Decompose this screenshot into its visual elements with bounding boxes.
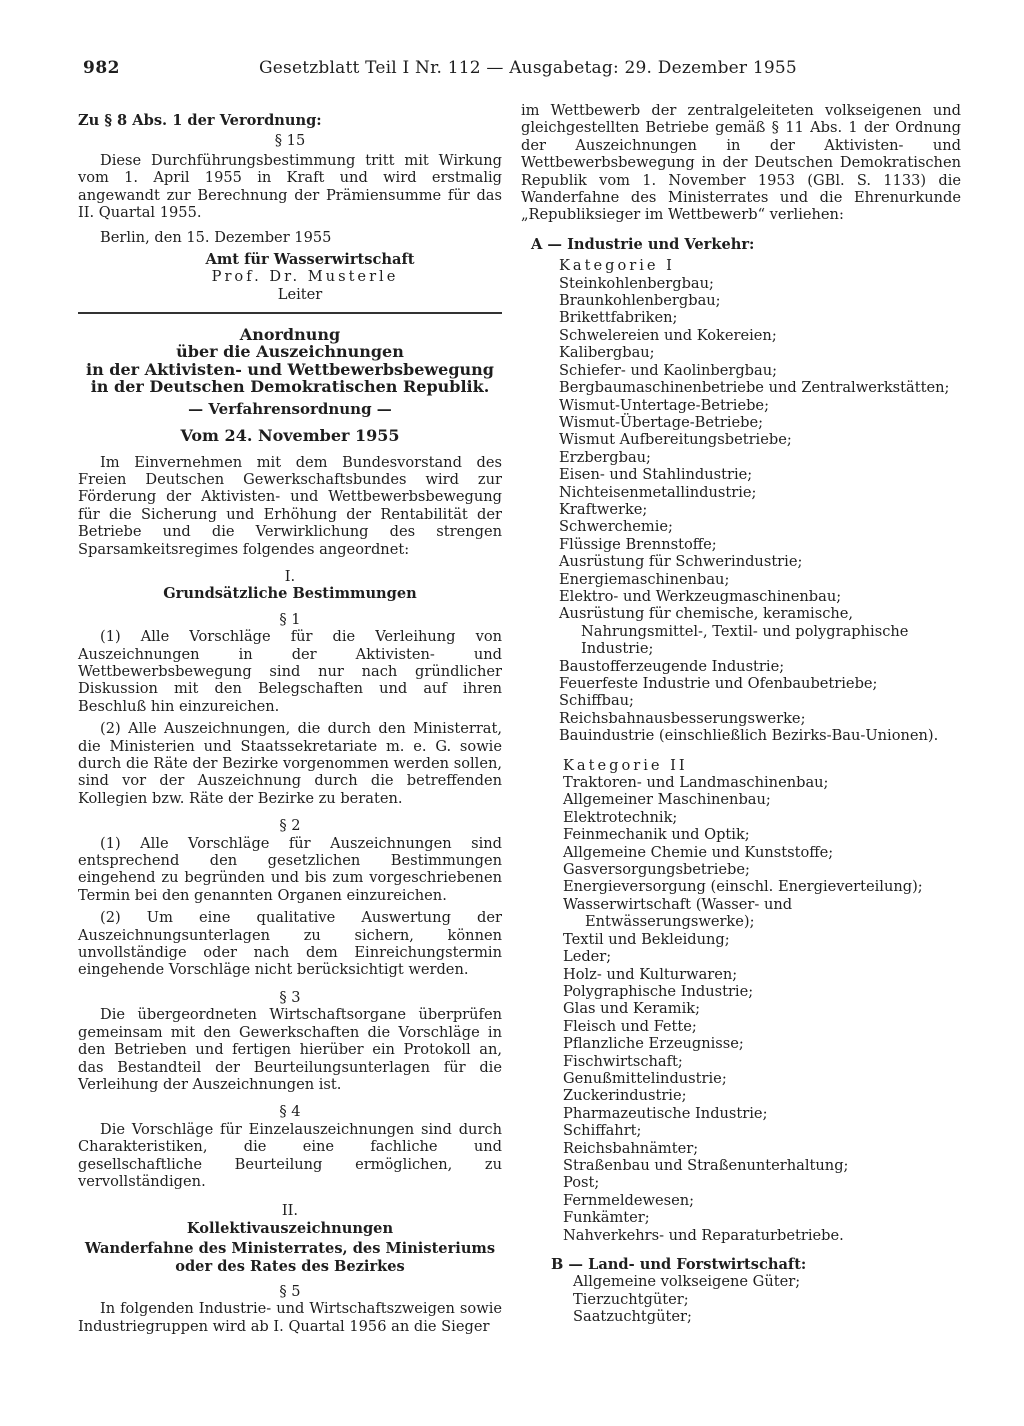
- category-2-item: Glas und Keramik;: [563, 1000, 701, 1018]
- category-2-item: Genußmittelindustrie;: [563, 1069, 727, 1087]
- category-2-list: [563, 774, 961, 1244]
- category-1-item: Feuerfeste Industrie und Ofenbaubetriebe;: [559, 675, 878, 692]
- b-heading: B — Land- und Forstwirtschaft:: [551, 1256, 807, 1273]
- category-1-item: Elektro- und Werkzeugmaschinenbau;: [559, 587, 842, 605]
- category-1-item: Schwelereien und Kokereien;: [559, 326, 777, 344]
- category-2-item: Textil und Bekleidung;: [563, 930, 730, 948]
- right-intro: im Wettbewerb der zentralgeleiteten volkseigenen und gleichgestellten Betriebe gemäß § 11 Abs. 1 der Ordnung der Auszeichnungen in der Aktivisten- und Wettbewerbsbewegung in der Deutschen Demokratischen Republik vom 1. November 1953 (GBl. S. 1133) die Wanderfahne des Ministerrates und die Ehrenurkunde „Republiksieger im Wettbewerb“ verliehen:: [521, 102, 961, 224]
- category-2-item: Elektrotechnik;: [563, 808, 678, 826]
- category-1-item: Schiefer- und Kaolinbergbau;: [559, 361, 778, 379]
- category-2-item: Funkämter;: [563, 1209, 650, 1227]
- signer-office: Amt für Wasserwirtschaft: [205, 250, 415, 268]
- p1-clause-2: (2) Alle Auszeichnungen, die durch den Ministerrat, die Ministerien und Staatssekretariate m. e. G. sowie durch die Räte der Bezirke vorgenommen werden sollen, sind vor der Auszeichnung durch die betreffenden Kollegien bzw. Räte der Bezirke zu beraten.: [78, 720, 502, 807]
- category-1-item: Ausrüstung für Schwerindustrie;: [559, 553, 803, 571]
- category-1-item: Eisen- und Stahlindustrie;: [559, 466, 753, 484]
- category-2-item: Reichsbahnämter;: [563, 1139, 699, 1157]
- category-1-item: Nichteisenmetallindustrie;: [559, 483, 757, 501]
- b-list-item: Allgemeine volkseigene Güter;: [573, 1273, 801, 1291]
- category-1-item: Steinkohlenbergbau;: [559, 274, 714, 292]
- p1-label: § 1: [279, 610, 301, 628]
- p3-text: Die übergeordneten Wirtschaftsorgane überprüfen gemeinsam mit den Gewerkschaften die Vorschläge in den Betrieben und fertigen hierüber ein Protokoll an, das Bestandteil der Beurteilungsunterlagen für die Verleihung der Auszeichnungen ist.: [78, 1006, 502, 1093]
- category-1-item: Wismut Aufbereitungsbetriebe;: [559, 431, 792, 449]
- category-2-item: Zuckerindustrie;: [563, 1087, 687, 1105]
- category-2-item: Straßenbau und Straßenunterhaltung;: [563, 1156, 849, 1174]
- category-2-item: Allgemeine Chemie und Kunststoffe;: [563, 843, 834, 861]
- b-block: [521, 1273, 961, 1325]
- para15-label: § 15: [274, 132, 306, 150]
- p2-clause-1: (1) Alle Vorschläge für Auszeichnungen sind entsprechend den gesetzlichen Bestimmungen eingehend zu begründen und bis zum vorgeschriebenen Termin bei den genannten Organen einzureichen.: [78, 834, 502, 904]
- title-line-1: Anordnung: [239, 325, 341, 345]
- category-2-item: Energieversorgung (einschl. Energieverteilung);: [563, 878, 923, 896]
- category-2-item: Allgemeiner Maschinenbau;: [563, 791, 771, 809]
- section-2-number: II.: [281, 1202, 299, 1220]
- category-1-item: Flüssige Brennstoffe;: [559, 535, 717, 553]
- category-1-item: Ausrüstung für chemische, keramische, Nahrungsmittel-, Textil- und polygraphische Industrie;: [559, 605, 909, 658]
- category-1-item: Schiffbau;: [559, 692, 634, 710]
- section-2-sub-2: oder des Rates des Bezirkes: [175, 1257, 405, 1275]
- a-heading: A — Industrie und Verkehr:: [531, 235, 755, 253]
- subtitle: — Verfahrensordnung —: [188, 399, 392, 418]
- category-2-item: Leder;: [563, 948, 612, 966]
- category-1-item: Bergbaumaschinenbetriebe und Zentralwerkstätten;: [559, 379, 950, 397]
- category-2-item: Nahverkehrs- und Reparaturbetriebe.: [563, 1226, 844, 1244]
- category-1-item: Kalibergbau;: [559, 344, 655, 362]
- signer-name: Prof. Dr. Musterle: [211, 268, 399, 286]
- category-2-item: Polygraphische Industrie;: [563, 982, 754, 1000]
- category-2-item: Fleisch und Fette;: [563, 1017, 697, 1035]
- place-date: Berlin, den 15. Dezember 1955: [100, 229, 332, 247]
- category-1-item: Schwerchemie;: [559, 518, 673, 536]
- category-1-item: Baustofferzeugende Industrie;: [559, 657, 785, 675]
- category-2-item: Feinmechanik und Optik;: [563, 826, 750, 844]
- section-2-sub-1: Wanderfahne des Ministerrates, des Ministeriums: [84, 1240, 496, 1258]
- category-1-list: [559, 275, 961, 745]
- b-list-item: Tierzuchtgüter;: [573, 1290, 689, 1308]
- page-number: 982: [83, 58, 120, 78]
- section-1-number: I.: [284, 567, 296, 585]
- header-title: Gesetzblatt Teil I Nr. 112 — Ausgabetag: 29. Dezember 1955: [259, 58, 797, 78]
- divider-rule: [78, 312, 502, 314]
- zu8-heading: Zu § 8 Abs. 1 der Verordnung:: [78, 112, 322, 129]
- title-line-4: in der Deutschen Demokratischen Republik.: [90, 377, 490, 397]
- p4-text: Die Vorschläge für Einzelauszeichnungen sind durch Charakteristiken, die eine fachliche und gesellschaftliche Beurteilung ermöglichen, zu vervollständigen.: [78, 1120, 502, 1190]
- date-line: Vom 24. November 1955: [180, 426, 400, 446]
- category-2-item: Fernmeldewesen;: [563, 1191, 695, 1209]
- p5-text: In folgenden Industrie- und Wirtschaftszweigen sowie Industriegruppen wird ab I. Quartal 1956 an die Sieger: [78, 1300, 502, 1335]
- p4-label: § 4: [279, 1103, 301, 1121]
- category-2-item: Pflanzliche Erzeugnisse;: [563, 1035, 744, 1053]
- signer-role: Leiter: [277, 285, 323, 303]
- category-1-item: Kraftwerke;: [559, 500, 648, 518]
- p3-label: § 3: [279, 988, 301, 1006]
- b-list-item: Saatzuchtgüter;: [573, 1308, 692, 1326]
- p5-label: § 5: [279, 1282, 301, 1300]
- b-list: [573, 1273, 961, 1325]
- category-2-label: Kategorie II: [563, 756, 688, 774]
- category-2-item: Holz- und Kulturwaren;: [563, 965, 738, 983]
- p2-clause-2: (2) Um eine qualitative Auswertung der Auszeichnungsunterlagen zu sichern, können unvollständige oder nach dem Einreichungstermin eingehende Vorschläge nicht berücksichtigt werden.: [78, 909, 502, 979]
- intro-paragraph: Im Einvernehmen mit dem Bundesvorstand des Freien Deutschen Gewerkschaftsbundes wird zur Förderung der Aktivisten- und Wettbewerbsbewegung für die Sicherung und Erhöhung der Rentabilität der Betriebe und die Verwirklichung des strengen Sparsamkeitsregimes folgendes angeordnet:: [78, 453, 502, 558]
- right-column: [521, 100, 961, 1326]
- category-1-item: Reichsbahnausbesserungswerke;: [559, 709, 806, 727]
- category-2-item: Gasversorgungsbetriebe;: [563, 861, 750, 879]
- category-1-item: Energiemaschinenbau;: [559, 570, 730, 588]
- category-1-item: Wismut-Untertage-Betriebe;: [559, 396, 769, 414]
- section-1-title: Grundsätzliche Bestimmungen: [163, 585, 417, 603]
- category-2-item: Fischwirtschaft;: [563, 1052, 683, 1070]
- title-line-3: in der Aktivisten- und Wettbewerbsbewegung: [86, 359, 494, 379]
- category-2-item: Pharmazeutische Industrie;: [563, 1104, 768, 1122]
- category-2-item: Traktoren- und Landmaschinenbau;: [563, 774, 829, 792]
- category-2-item: Schiffahrt;: [563, 1122, 642, 1140]
- category-1-item: Erzbergbau;: [559, 448, 651, 466]
- category-2-item: Wasserwirtschaft (Wasser- und Entwässerungswerke);: [563, 895, 793, 931]
- title-line-2: über die Auszeichnungen: [176, 342, 404, 362]
- category-1-label: Kategorie I: [559, 257, 675, 275]
- category-1-block: [521, 257, 961, 744]
- category-1-item: Bauindustrie (einschließlich Bezirks-Bau-Unionen).: [559, 727, 939, 745]
- left-column: [78, 100, 502, 1335]
- category-1-item: Braunkohlenbergbau;: [559, 292, 721, 310]
- p2-label: § 2: [279, 817, 301, 835]
- category-2-block: [521, 757, 961, 1244]
- para15-text: Diese Durchführungsbestimmung tritt mit Wirkung vom 1. April 1955 in Kraft und wird erstmalig angewandt zur Berechnung der Prämiensumme für das II. Quartal 1955.: [78, 151, 502, 222]
- category-1-item: Brikettfabriken;: [559, 309, 678, 327]
- category-1-item: Wismut-Übertage-Betriebe;: [559, 413, 764, 431]
- p1-clause-1: (1) Alle Vorschläge für die Verleihung von Auszeichnungen in der Aktivisten- und Wettbewerbsbewegung sind nur nach gründlicher Diskussion mit den Belegschaften und auf ihren Beschluß hin einzureichen.: [78, 628, 502, 715]
- section-2-title: Kollektivauszeichnungen: [186, 1219, 394, 1237]
- category-2-item: Post;: [563, 1174, 600, 1192]
